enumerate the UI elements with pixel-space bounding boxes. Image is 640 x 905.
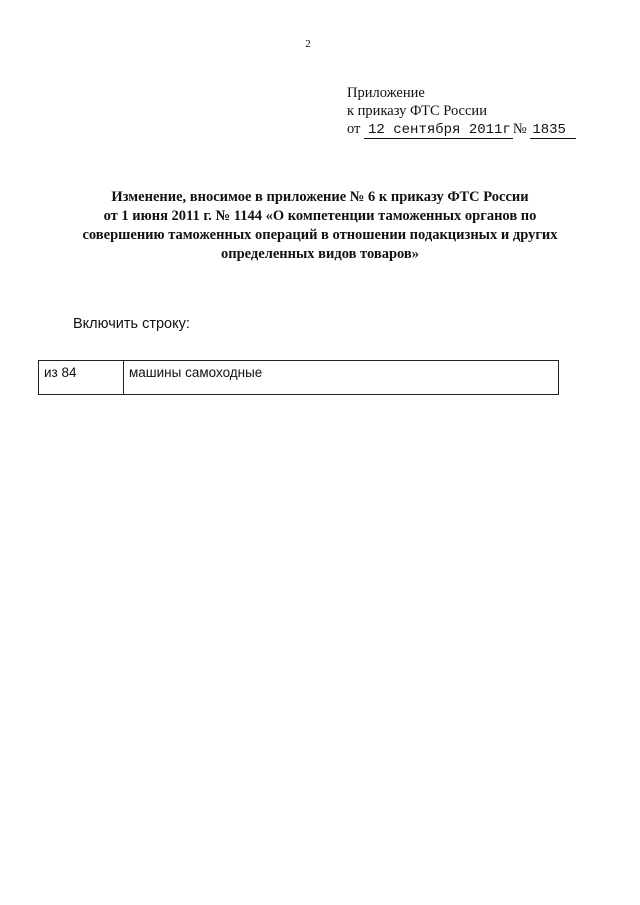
commodity-code-cell: из 84: [39, 361, 124, 395]
appendix-block: [347, 84, 576, 139]
document-heading: [40, 188, 600, 264]
commodity-description-cell: машины самоходные: [124, 361, 559, 395]
table-row: [39, 361, 559, 395]
appendix-number: 1835: [530, 123, 576, 139]
appendix-order-ref: к приказу ФТС России: [347, 103, 487, 119]
appendix-number-sign: №: [512, 121, 527, 137]
page-number: 2: [305, 38, 311, 50]
change-table: [38, 360, 559, 395]
appendix-date-prefix: от: [347, 121, 361, 137]
appendix-date-line: [347, 120, 576, 139]
heading-line: определенных видов товаров»: [221, 246, 419, 262]
heading-line: от 1 июня 2011 г. № 1144 «О компетенции таможенных органов по: [103, 208, 537, 224]
appendix-title: Приложение: [347, 85, 425, 101]
heading-line: Изменение, вносимое в приложение № 6 к приказу ФТС России: [111, 189, 529, 205]
include-row-label: Включить строку:: [73, 316, 190, 332]
appendix-date: 12 сентября 2011г: [364, 123, 513, 139]
heading-line: совершению таможенных операций в отношении подакцизных и других: [82, 227, 558, 243]
